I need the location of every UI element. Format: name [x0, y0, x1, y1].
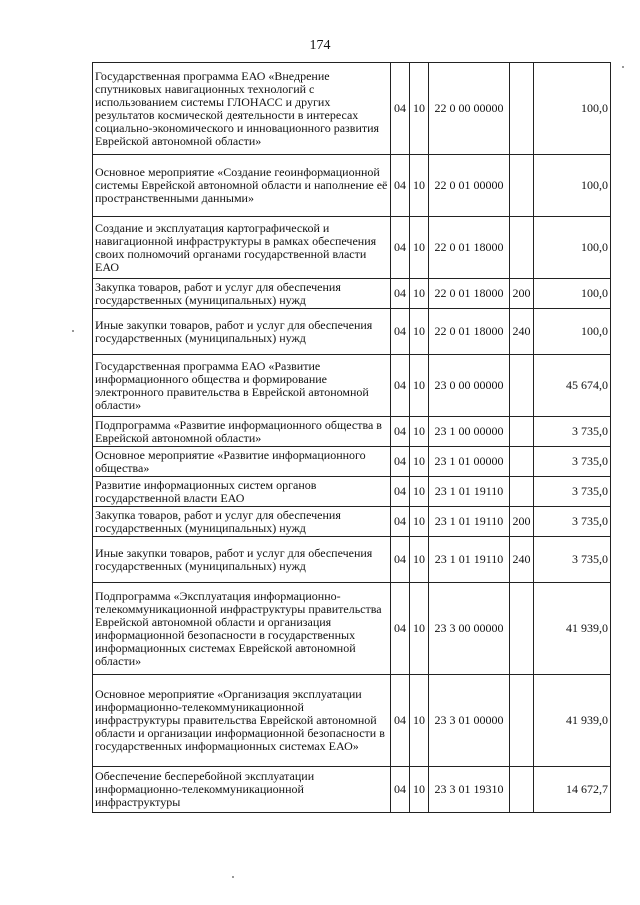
row-name: Закупка товаров, работ и услуг для обеспечения государственных (муниципальных) нужд [93, 507, 391, 537]
row-target-article: 23 1 01 00000 [429, 447, 510, 477]
row-amount: 100,0 [534, 309, 611, 355]
table-row [93, 447, 611, 477]
row-subsection: 10 [410, 217, 429, 279]
row-expense-type [510, 217, 534, 279]
row-subsection: 10 [410, 675, 429, 767]
table-row [93, 537, 611, 583]
table-row [93, 583, 611, 675]
row-target-article: 22 0 01 18000 [429, 309, 510, 355]
row-target-article: 22 0 01 18000 [429, 279, 510, 309]
row-name: Подпрограмма «Развитие информационного общества в Еврейской автономной области» [93, 417, 391, 447]
row-target-article: 22 0 01 18000 [429, 217, 510, 279]
row-amount: 100,0 [534, 63, 611, 155]
row-target-article: 23 3 00 00000 [429, 583, 510, 675]
row-expense-type: 240 [510, 537, 534, 583]
table-row [93, 477, 611, 507]
budget-table [92, 62, 611, 813]
table-row [93, 279, 611, 309]
row-subsection: 10 [410, 355, 429, 417]
row-subsection: 10 [410, 155, 429, 217]
row-section: 04 [391, 155, 410, 217]
table-row [93, 507, 611, 537]
table-row [93, 217, 611, 279]
row-name: Основное мероприятие «Создание геоинформационной системы Еврейской автономной области и наполнение её пространственными данными» [93, 155, 391, 217]
page-number: 174 [309, 38, 331, 53]
row-section: 04 [391, 217, 410, 279]
row-name: Основное мероприятие «Организация эксплуатации информационно-телекоммуникационной инфраструктуры правительства Еврейской автономной области и организации информационной безопасности в государственных информационных системах ЕАО» [93, 675, 391, 767]
row-subsection: 10 [410, 309, 429, 355]
row-name: Основное мероприятие «Развитие информационного общества» [93, 447, 391, 477]
row-amount: 100,0 [534, 217, 611, 279]
row-section: 04 [391, 583, 410, 675]
row-name: Государственная программа ЕАО «Развитие информационного общества и формирование электронного правительства в Еврейской автономной области» [93, 355, 391, 417]
row-expense-type: 200 [510, 279, 534, 309]
row-subsection: 10 [410, 417, 429, 447]
table-row [93, 155, 611, 217]
row-expense-type [510, 417, 534, 447]
scan-speck [622, 66, 624, 68]
row-subsection: 10 [410, 537, 429, 583]
row-subsection: 10 [410, 63, 429, 155]
row-amount: 3 735,0 [534, 417, 611, 447]
row-name: Развитие информационных систем органов государственной власти ЕАО [93, 477, 391, 507]
row-target-article: 22 0 00 00000 [429, 63, 510, 155]
row-subsection: 10 [410, 583, 429, 675]
row-section: 04 [391, 355, 410, 417]
row-expense-type [510, 583, 534, 675]
row-amount: 14 672,7 [534, 767, 611, 813]
row-expense-type [510, 447, 534, 477]
row-expense-type [510, 63, 534, 155]
row-target-article: 22 0 01 00000 [429, 155, 510, 217]
row-name: Создание и эксплуатация картографической и навигационной инфраструктуры в рамках обеспечения своих полномочий органами государственной власти ЕАО [93, 217, 391, 279]
row-target-article: 23 1 01 19110 [429, 477, 510, 507]
row-amount: 41 939,0 [534, 583, 611, 675]
row-amount: 3 735,0 [534, 537, 611, 583]
row-subsection: 10 [410, 507, 429, 537]
row-expense-type [510, 355, 534, 417]
row-subsection: 10 [410, 477, 429, 507]
row-expense-type [510, 155, 534, 217]
row-amount: 3 735,0 [534, 507, 611, 537]
row-name: Иные закупки товаров, работ и услуг для обеспечения государственных (муниципальных) нужд [93, 309, 391, 355]
scan-speck [232, 876, 234, 878]
scan-speck [72, 330, 74, 332]
row-subsection: 10 [410, 279, 429, 309]
row-target-article: 23 0 00 00000 [429, 355, 510, 417]
row-section: 04 [391, 279, 410, 309]
table-row [93, 309, 611, 355]
row-amount: 41 939,0 [534, 675, 611, 767]
row-name: Иные закупки товаров, работ и услуг для обеспечения государственных (муниципальных) нужд [93, 537, 391, 583]
table-row [93, 675, 611, 767]
row-target-article: 23 1 01 19110 [429, 507, 510, 537]
row-subsection: 10 [410, 447, 429, 477]
row-expense-type: 240 [510, 309, 534, 355]
table-row [93, 63, 611, 155]
row-subsection: 10 [410, 767, 429, 813]
table-row [93, 355, 611, 417]
row-section: 04 [391, 63, 410, 155]
row-section: 04 [391, 675, 410, 767]
row-expense-type [510, 675, 534, 767]
row-expense-type: 200 [510, 507, 534, 537]
row-amount: 100,0 [534, 155, 611, 217]
row-amount: 45 674,0 [534, 355, 611, 417]
row-target-article: 23 1 00 00000 [429, 417, 510, 447]
row-section: 04 [391, 767, 410, 813]
row-section: 04 [391, 507, 410, 537]
row-section: 04 [391, 309, 410, 355]
table-row [93, 417, 611, 447]
row-target-article: 23 3 01 19310 [429, 767, 510, 813]
row-amount: 3 735,0 [534, 447, 611, 477]
row-name: Обеспечение бесперебойной эксплуатации информационно-телекоммуникационной инфраструктуры [93, 767, 391, 813]
row-expense-type [510, 477, 534, 507]
row-expense-type [510, 767, 534, 813]
row-target-article: 23 3 01 00000 [429, 675, 510, 767]
row-amount: 3 735,0 [534, 477, 611, 507]
row-name: Закупка товаров, работ и услуг для обеспечения государственных (муниципальных) нужд [93, 279, 391, 309]
row-name: Государственная программа ЕАО «Внедрение спутниковых навигационных технологий с использованием системы ГЛОНАСС и других результатов космической деятельности в интересах социально-экономического и инновационного развития Еврейской автономной области» [93, 63, 391, 155]
table-row [93, 767, 611, 813]
row-section: 04 [391, 447, 410, 477]
row-name: Подпрограмма «Эксплуатация информационно-телекоммуникационной инфраструктуры правительства Еврейской автономной области и организация информационной безопасности в государственных информационных системах Еврейской автономной области» [93, 583, 391, 675]
row-section: 04 [391, 477, 410, 507]
row-target-article: 23 1 01 19110 [429, 537, 510, 583]
row-section: 04 [391, 417, 410, 447]
row-amount: 100,0 [534, 279, 611, 309]
row-section: 04 [391, 537, 410, 583]
